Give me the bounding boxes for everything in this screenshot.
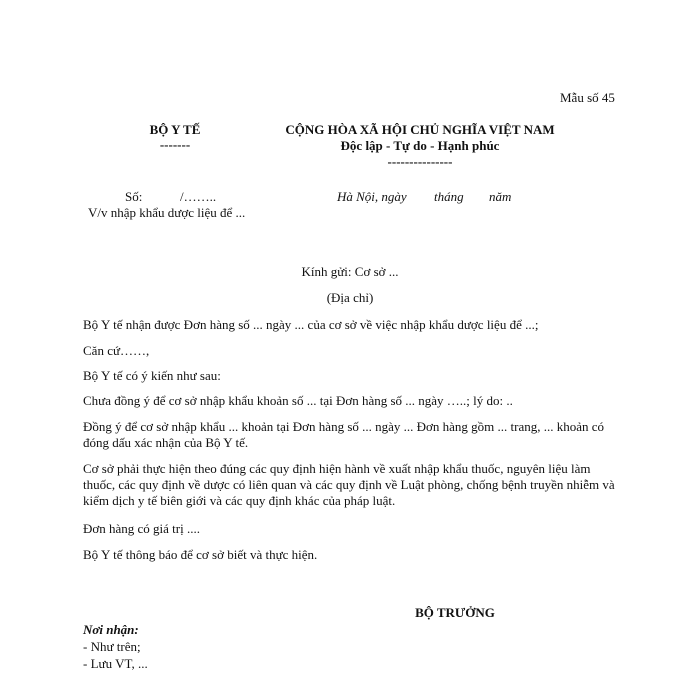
form-number: Mẫu số 45 <box>560 90 615 105</box>
body-paragraph-opinion: Bộ Y tế có ý kiến như sau: <box>83 368 221 383</box>
recipients-item: - Như trên; <box>83 639 141 654</box>
recipients-heading: Nơi nhận: <box>83 622 139 637</box>
nation-motto: Độc lập - Tự do - Hạnh phúc <box>340 138 500 153</box>
date-place: Hà Nội, ngày <box>337 189 407 204</box>
body-paragraph-approved: Đồng ý để cơ sở nhập khẩu ... khoản tại Đơn hàng số ... ngày ... Đơn hàng gồm ... trang, ... khoản có đóng dấu xác nhận của Bộ Y tế. <box>83 419 605 450</box>
date-month: tháng <box>434 189 464 204</box>
body-paragraph-received: Bộ Y tế nhận được Đơn hàng số ... ngày ... của cơ sở về việc nhập khẩu dược liệu để ...; <box>83 317 539 332</box>
agency-underline: ------- <box>159 137 191 152</box>
body-paragraph-notice: Bộ Y tế thông báo để cơ sở biết và thực hiện. <box>83 547 318 562</box>
document-subject: V/v nhập khẩu dược liệu để ... <box>88 205 246 220</box>
signature-title: BỘ TRƯỞNG <box>415 605 495 620</box>
document-number-slot: /…….. <box>180 189 217 204</box>
body-paragraph-pursuant: Căn cứ……, <box>83 343 150 358</box>
nation-title: CỘNG HÒA XÃ HỘI CHỦ NGHĨA VIỆT NAM <box>285 122 555 137</box>
body-paragraph-not-approved: Chưa đồng ý để cơ sở nhập khẩu khoản số ... tại Đơn hàng số ... ngày …..; lý do: .. <box>83 393 513 408</box>
document-number-label: Số: <box>125 189 143 204</box>
agency-name: BỘ Y TẾ <box>149 122 201 137</box>
date-year: năm <box>489 189 512 204</box>
body-paragraph-validity: Đơn hàng có giá trị .... <box>83 521 200 536</box>
nation-underline: --------------- <box>387 154 453 169</box>
recipients-item: - Lưu VT, ... <box>83 656 148 671</box>
recipient-address: (Địa chỉ) <box>326 290 374 305</box>
body-paragraph-compliance: Cơ sở phải thực hiện theo đúng các quy định hiện hành về xuất nhập khẩu thuốc, nguyên liệu làm thuốc, các quy định về dược có liên quan và các quy định về Luật phòng, chống bệnh truyền nhiễm và kiểm dịch y tế biên giới và các quy định khác của pháp luật. <box>83 461 615 508</box>
recipient-line: Kính gửi: Cơ sở ... <box>301 264 399 279</box>
